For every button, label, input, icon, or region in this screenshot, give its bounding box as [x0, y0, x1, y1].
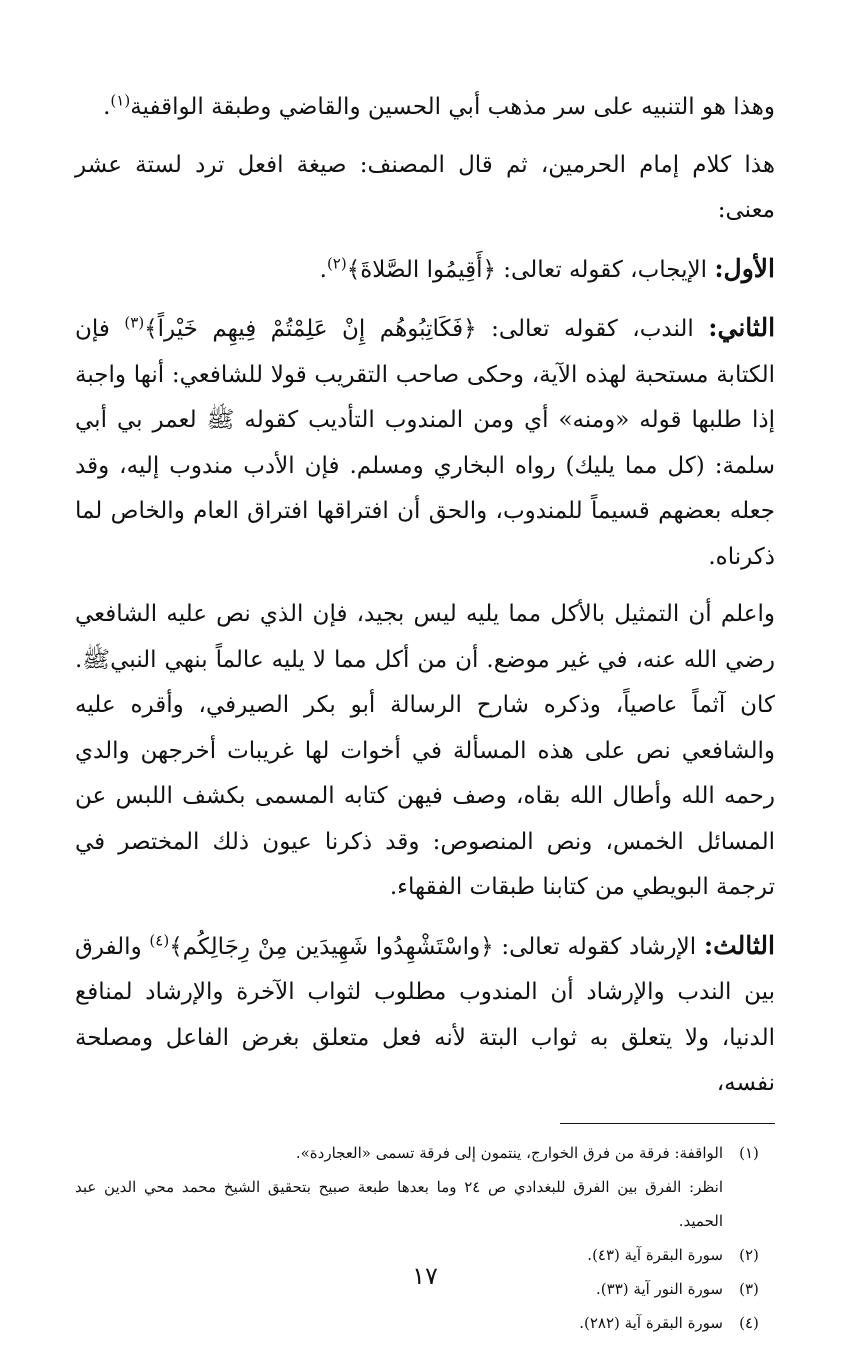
paragraph-3-end: .	[319, 256, 327, 283]
footnote-number: (٤)	[739, 1313, 759, 1332]
footnote-ref-4: (٤)	[149, 930, 170, 949]
footnote-text: سورة البقرة آية (٢٨٢).	[579, 1313, 723, 1332]
footnote-4	[75, 1306, 775, 1340]
footnote-number: (١)	[739, 1143, 759, 1162]
paragraph-3	[75, 246, 775, 294]
footnote-separator	[560, 1123, 775, 1124]
paragraph-6-text-a: الإرشاد كقوله تعالى: ﴿واسْتَشْهِدُوا شَهِيدَين مِنْ رِجَالِكُم﴾	[169, 933, 697, 960]
paragraph-4-text-a: الندب، كقوله تعالى: ﴿فَكَاتِبُوهُم إِنْ عَلِمْتُمْ فِيهِم خَيْراً﴾	[144, 316, 694, 342]
footnote-number: (٣)	[739, 1279, 759, 1298]
paragraph-6-lead: الثالث:	[703, 930, 775, 960]
paragraph-6	[75, 923, 775, 1107]
paragraph-3-lead: الأول:	[714, 253, 775, 283]
footnotes	[75, 1136, 775, 1340]
paragraph-3-text: الإيجاب، كقوله تعالى: ﴿أَقِيمُوا الصَّلاةَ﴾	[346, 256, 708, 283]
page-number: ١٧	[412, 1262, 438, 1290]
paragraph-1-text: وهذا هو التنبيه على سر مذهب أبي الحسين والقاضي وطبقة الواقفية	[130, 94, 775, 120]
paragraph-4	[75, 305, 775, 580]
footnote-text: سورة النور آية (٣٣).	[596, 1279, 723, 1298]
paragraph-5: واعلم أن التمثيل بالأكل مما يليه ليس بجيد، فإن الذي نص عليه الشافعي رضي الله عنه، في غير موضع. أن من أكل مما لا يليه عالماً بنهي النبيﷺ. كان آثماً عاصياً، وذكره شارح الرسالة أبو بكر الصيرفي، وأقره عليه والشافعي نص على هذه المسألة في أخوات لها غريبات أخرجهن والدي رحمه الله وأطال الله بقاه، وصف فيهن كتابه المسمى بكشف اللبس عن المسائل الخمس، ونص المنصوص: وقد ذكرنا عيون ذلك المختصر في ترجمة البويطي من كتابنا طبقات الفقهاء.	[75, 601, 775, 900]
footnote-ref-2: (٢)	[326, 253, 347, 272]
footnote-ref-1: (١)	[110, 91, 131, 110]
paragraph-1	[75, 85, 775, 131]
footnote-1-continuation: انظر: الفرق بين الفرق للبغدادي ص ٢٤ وما بعدها طبعة صبيح بتحقيق الشيخ محمد محي الدين عبد الحميد.	[75, 1177, 723, 1230]
footnote-number: (٢)	[739, 1245, 759, 1264]
paragraph-4-text-b: فإن الكتابة مستحبة لهذه الآية، وحكى صاحب التقريب قولا للشافعي: أنها واجبة إذا طلبها قوله «ومنه» أي ومن المندوب التأديب كقوله ﷺ لعمر بي أبي سلمة: (كل مما يليك) رواه البخاري ومسلم. فإن الأدب مندوب إليه، وقد جعله بعضهم قسيماً للمندوب، والحق أن افتراقها افتراق العام والخاص لما ذكرناه.	[75, 316, 775, 570]
paragraph-1-end: .	[103, 94, 111, 120]
paragraph-2: هذا كلام إمام الحرمين، ثم قال المصنف: صيغة افعل ترد لستة عشر معنى:	[75, 151, 775, 223]
paragraph-4-lead: الثاني:	[708, 313, 776, 342]
paragraph-6-text-b: والفرق بين الندب والإرشاد أن المندوب مطلوب لثواب الآخرة والإرشاد لمنافع الدنيا، ولا يتعلق به ثواب البتة لأنه فعل متعلق بغرض الفاعل ومصلحة نفسه،	[75, 933, 775, 1096]
footnote-text: سورة البقرة آية (٤٣).	[587, 1245, 723, 1264]
footnote-1	[75, 1136, 775, 1170]
footnote-ref-3: (٣)	[124, 313, 145, 332]
footnote-text: الواقفة: فرقة من فرق الخوارج، ينتمون إلى فرقة تسمى «العجاردة».	[295, 1143, 723, 1162]
main-text	[75, 85, 775, 1107]
